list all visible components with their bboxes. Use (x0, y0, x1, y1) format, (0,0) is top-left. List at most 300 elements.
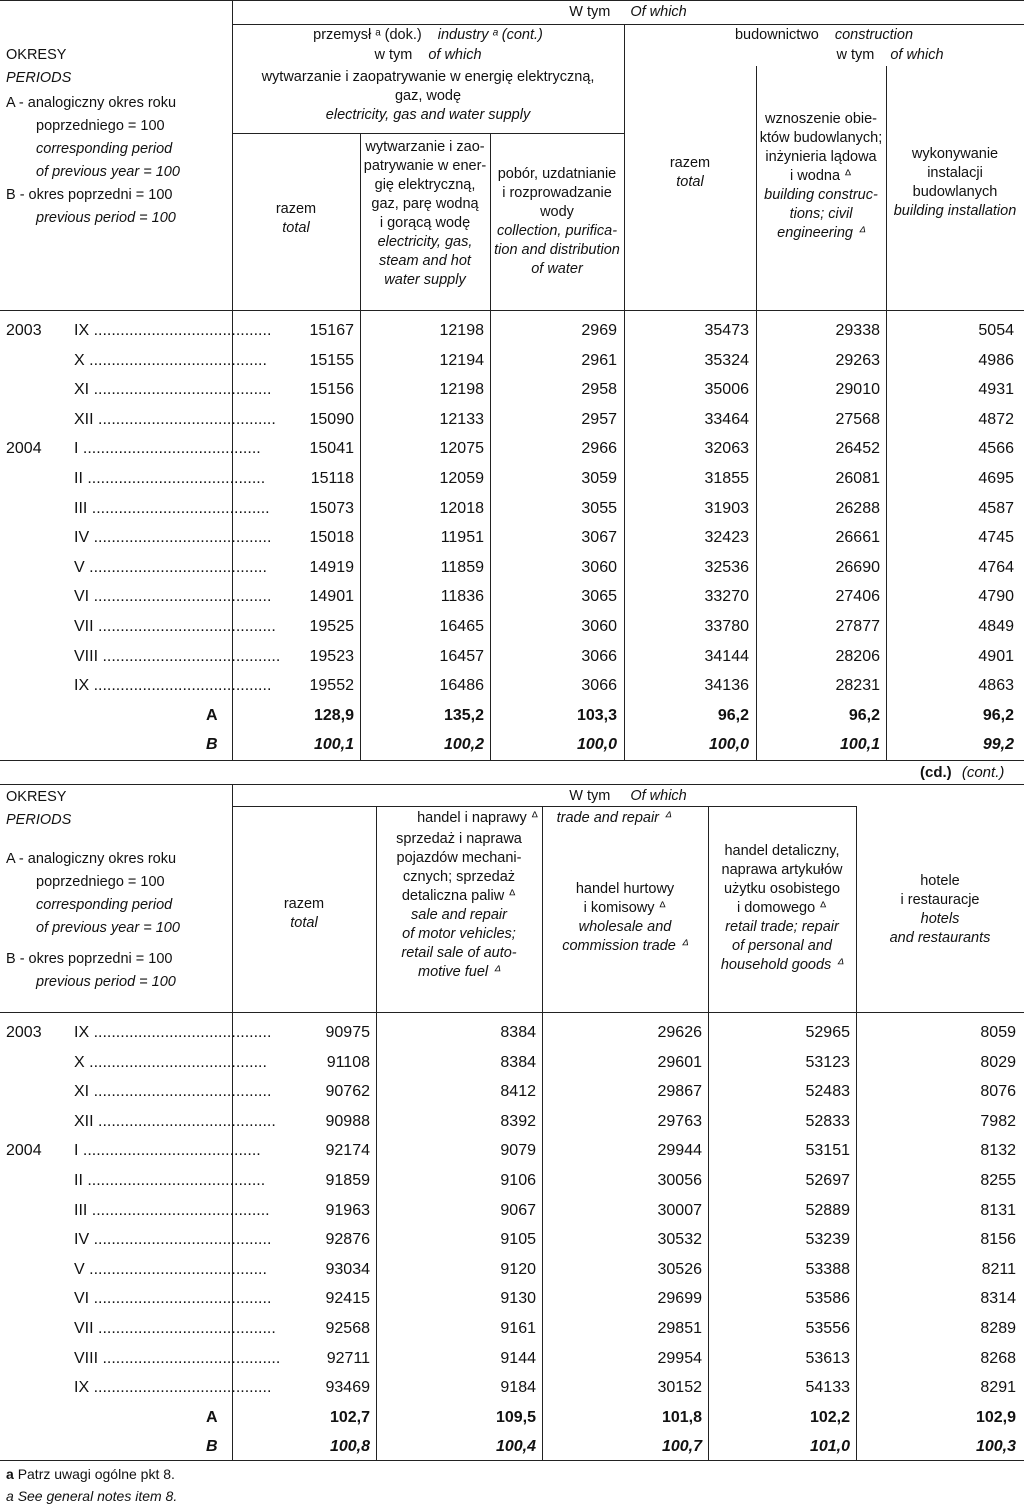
index-value: 96,2 (982, 706, 1014, 724)
index-value: 100,8 (329, 1438, 370, 1456)
index-value: 103,3 (576, 706, 617, 724)
value-cell: 52833 (805, 1112, 850, 1130)
wholesale-header: handel hurtowy i komisowy ᐞ wholesale and commission trade ᐞ (562, 881, 688, 954)
trade-total-header: razem total (283, 896, 325, 931)
industry-pl: przemysł ᵃ (dok.) (313, 27, 422, 43)
installation-header: wykonywanie instalacji budowlanych building installation (893, 146, 1017, 219)
month-cell: IX ........................................ (74, 1024, 272, 1041)
value-cell: 12198 (439, 381, 484, 399)
value-cell: 91859 (325, 1172, 370, 1189)
value-cell: 12198 (439, 322, 484, 339)
index-value: 100,4 (495, 1438, 536, 1456)
table-row (0, 352, 1024, 381)
value-cell: 16457 (439, 647, 484, 665)
value-cell: 54133 (805, 1379, 850, 1397)
index-value: 100,3 (975, 1438, 1016, 1456)
value-cell: 29867 (657, 1083, 702, 1101)
month-label: IV (74, 1231, 90, 1249)
year-cell: 2004 (6, 1142, 42, 1160)
value-cell: 8412 (500, 1083, 536, 1101)
retail-header: handel detaliczny, naprawa artykułów użytku osobistego i domowego ᐞ retail trade; repair of personal and household goods ᐞ (720, 843, 844, 973)
value-cell: 15156 (309, 381, 354, 399)
value-cell: 27568 (835, 410, 880, 428)
month-label: V (74, 1260, 85, 1278)
month-label: VII (74, 618, 94, 635)
month-cell: VIII ........................................ (74, 1349, 281, 1367)
month-cell: VII ........................................ (74, 618, 276, 635)
month-cell: II ........................................ (74, 1172, 266, 1189)
value-cell: 52483 (805, 1083, 850, 1101)
value-cell: 8291 (980, 1379, 1016, 1397)
value-cell: 8076 (980, 1083, 1016, 1101)
index-value: 100,1 (313, 736, 354, 754)
index-label: A (206, 706, 218, 724)
value-cell: 53239 (805, 1231, 850, 1249)
index-value: 102,7 (329, 1408, 370, 1426)
month-label: V (74, 558, 85, 576)
of-which-en: Of which (630, 4, 687, 20)
table-row (0, 1350, 1024, 1379)
value-cell: 92876 (325, 1231, 370, 1249)
value-cell: 3055 (581, 499, 617, 517)
value-cell: 90975 (325, 1024, 370, 1041)
total-pl: razem (275, 201, 317, 217)
value-cell: 2969 (581, 322, 617, 339)
table-row (0, 500, 1024, 529)
value-cell: 92415 (325, 1290, 370, 1308)
month-label: XII (74, 1112, 94, 1130)
index-row-b (0, 1438, 1024, 1467)
month-cell: XII ........................................ (74, 1112, 276, 1130)
table-row (0, 1142, 1024, 1171)
value-cell: 12075 (439, 440, 484, 458)
construction-of-which: w tym of which (836, 47, 944, 63)
month-cell: XII ........................................ (74, 410, 276, 428)
electricity-header: wytwarzanie i zao- patrywanie w ener- gię elektryczną, gaz, parę wodną i gorącą wodę electricity, gas, steam and hot water supply (363, 139, 487, 288)
energy-pl-1: wytwarzanie i zaopatrywanie w energię elektryczną, (261, 69, 595, 85)
index-value: 100,7 (661, 1438, 702, 1456)
month-cell: IV ........................................ (74, 1231, 272, 1249)
month-label: III (74, 1201, 88, 1219)
month-cell: VIII ........................................ (74, 647, 281, 665)
value-cell: 52965 (805, 1024, 850, 1041)
index-value: 101,0 (809, 1438, 850, 1456)
value-cell: 15118 (310, 470, 354, 487)
month-label: IX (74, 322, 90, 339)
table-row (0, 411, 1024, 440)
industry-en: industry ᵃ (cont.) (437, 27, 543, 43)
value-cell: 11836 (440, 588, 484, 606)
month-label: VIII (74, 1349, 99, 1367)
value-cell: 28231 (835, 677, 880, 695)
value-cell: 16486 (439, 677, 484, 695)
month-label: IX (74, 677, 90, 695)
value-cell: 3066 (581, 677, 617, 695)
value-cell: 2958 (581, 381, 617, 399)
legend-b: B - okres poprzedni = 100 (6, 187, 173, 203)
value-cell: 92711 (326, 1349, 370, 1367)
month-label: X (74, 1053, 85, 1071)
footnote-pl: a Patrz uwagi ogólne pkt 8. (6, 1466, 175, 1482)
value-cell: 30056 (657, 1172, 702, 1189)
value-cell: 12133 (439, 410, 484, 428)
value-cell: 29763 (657, 1112, 702, 1130)
periods-title-en: PERIODS (6, 70, 72, 86)
value-cell: 3059 (581, 470, 617, 487)
index-row-b (0, 736, 1024, 765)
index-value: 100,0 (576, 736, 617, 754)
value-cell: 93469 (325, 1379, 370, 1397)
value-cell: 31903 (704, 499, 749, 517)
value-cell: 52889 (805, 1201, 850, 1219)
table-row (0, 1083, 1024, 1112)
total-en: total (282, 220, 310, 236)
value-cell: 32063 (704, 440, 749, 458)
month-cell: IX ........................................ (74, 322, 272, 339)
value-cell: 27406 (835, 588, 880, 606)
value-cell: 3060 (581, 618, 617, 635)
value-cell: 9144 (500, 1349, 536, 1367)
table-row (0, 1054, 1024, 1083)
legend-a-en: corresponding period (36, 141, 173, 157)
value-cell: 29944 (657, 1142, 702, 1160)
value-cell: 12059 (439, 470, 484, 487)
hotels-header: hotele i restauracje hotels and restaurants (889, 873, 991, 946)
month-cell: IV ........................................ (74, 529, 272, 547)
value-cell: 29338 (835, 322, 880, 339)
legend-a: A - analogiczny okres roku (6, 95, 177, 111)
value-cell: 15090 (309, 410, 354, 428)
index-value: 100,0 (708, 736, 749, 754)
index-label: A (206, 1408, 218, 1426)
value-cell: 5054 (978, 322, 1014, 339)
value-cell: 91963 (325, 1201, 370, 1219)
month-cell: X ........................................ (74, 1053, 267, 1071)
month-label: XII (74, 410, 94, 428)
motor-header: sprzedaż i naprawa pojazdów mechani- cznych; sprzedaż detaliczna paliw ᐞ sale and repair of motor vehicles; retail sale of auto- motive fuel ᐞ (396, 831, 522, 980)
table-row (0, 1202, 1024, 1231)
industry-wtym-pl: w tym (374, 47, 413, 63)
index-value: 100,1 (839, 736, 880, 754)
industry-header (232, 26, 624, 45)
value-cell: 93034 (325, 1260, 370, 1278)
value-cell: 8211 (981, 1260, 1016, 1278)
year-cell: 2003 (6, 1024, 42, 1041)
value-cell: 2961 (581, 351, 617, 369)
value-cell: 30007 (657, 1201, 702, 1219)
table-row (0, 1261, 1024, 1290)
periods-header-2: OKRESY PERIODS A - analogiczny okres roku poprzedniego = 100 corresponding period of previous year = 100 B - okres poprzedni = 100 previous period = 100 (6, 789, 180, 990)
value-cell: 33270 (704, 588, 749, 606)
table-row (0, 588, 1024, 617)
value-cell: 30532 (657, 1231, 702, 1249)
construction-total-header: razem total (669, 155, 711, 190)
value-cell: 3065 (581, 588, 617, 606)
year-cell: 2004 (6, 440, 42, 458)
value-cell: 2966 (581, 440, 617, 458)
value-cell: 7982 (980, 1112, 1016, 1130)
value-cell: 8384 (500, 1024, 536, 1041)
value-cell: 8255 (980, 1172, 1016, 1189)
value-cell: 53613 (805, 1349, 850, 1367)
month-label: II (74, 470, 83, 487)
month-label: XI (74, 1083, 90, 1101)
legend-a-cont: poprzedniego = 100 (36, 118, 165, 134)
value-cell: 90762 (325, 1083, 370, 1101)
month-cell: III ........................................ (74, 499, 270, 517)
value-cell: 4764 (978, 558, 1014, 576)
value-cell: 31855 (704, 470, 749, 487)
month-cell: III ........................................ (74, 1201, 270, 1219)
month-label: VI (74, 1290, 90, 1308)
month-label: X (74, 351, 85, 369)
value-cell: 53556 (805, 1320, 850, 1337)
value-cell: 4986 (978, 351, 1014, 369)
month-cell: I ........................................ (74, 1142, 261, 1160)
month-label: IX (74, 1024, 90, 1041)
value-cell: 91108 (326, 1053, 370, 1071)
periods-title: OKRESY (6, 47, 67, 63)
value-cell: 33780 (704, 618, 749, 635)
value-cell: 3066 (581, 647, 617, 665)
index-value: 99,2 (982, 736, 1014, 754)
value-cell: 19523 (309, 647, 354, 665)
month-cell: V ........................................ (74, 558, 267, 576)
index-value: 109,5 (495, 1408, 536, 1426)
value-cell: 12194 (439, 351, 484, 369)
value-cell: 9130 (500, 1290, 536, 1308)
value-cell: 26081 (835, 470, 880, 487)
periods-header (6, 44, 232, 230)
value-cell: 4566 (978, 440, 1014, 458)
value-cell: 32536 (704, 558, 749, 576)
index-value: 101,8 (661, 1408, 702, 1426)
value-cell: 26452 (835, 440, 880, 458)
value-cell: 53388 (805, 1260, 850, 1278)
of-which-header (232, 3, 1024, 22)
month-label: IV (74, 529, 90, 547)
value-cell: 29010 (835, 381, 880, 399)
table-row (0, 559, 1024, 588)
table-row (0, 1320, 1024, 1349)
value-cell: 9105 (500, 1231, 536, 1249)
table-row (0, 1024, 1024, 1053)
index-row-a (0, 707, 1024, 736)
value-cell: 4790 (978, 588, 1014, 606)
table-row (0, 470, 1024, 499)
value-cell: 34144 (704, 647, 749, 665)
value-cell: 8132 (980, 1142, 1016, 1160)
energy-en: electricity, gas and water supply (325, 107, 531, 123)
month-cell: II ........................................ (74, 470, 266, 487)
value-cell: 29626 (657, 1024, 702, 1041)
table-row (0, 677, 1024, 706)
value-cell: 15041 (309, 440, 354, 458)
value-cell: 14901 (309, 588, 354, 606)
value-cell: 3067 (581, 529, 617, 547)
table-row (0, 322, 1024, 351)
index-row-a (0, 1409, 1024, 1438)
value-cell: 19525 (309, 618, 354, 635)
month-cell: V ........................................ (74, 1260, 267, 1278)
value-cell: 92174 (325, 1142, 370, 1160)
month-cell: VI ........................................ (74, 588, 272, 606)
value-cell: 8029 (980, 1053, 1016, 1071)
month-label: XI (74, 381, 90, 399)
value-cell: 29954 (657, 1349, 702, 1367)
value-cell: 30526 (657, 1260, 702, 1278)
value-cell: 9120 (500, 1260, 536, 1278)
industry-of-which (232, 46, 624, 65)
value-cell: 28206 (835, 647, 880, 665)
month-label: II (74, 1172, 83, 1189)
index-label: B (206, 736, 218, 754)
value-cell: 8314 (980, 1290, 1016, 1308)
value-cell: 29699 (657, 1290, 702, 1308)
table-row (0, 440, 1024, 469)
value-cell: 11859 (440, 558, 484, 576)
value-cell: 29263 (835, 351, 880, 369)
value-cell: 2957 (581, 410, 617, 428)
value-cell: 34136 (704, 677, 749, 695)
month-cell: XI ........................................ (74, 381, 272, 399)
energy-pl-2: gaz, wodę (394, 88, 462, 104)
value-cell: 15073 (309, 499, 354, 517)
index-value: 135,2 (443, 706, 484, 724)
value-cell: 9106 (500, 1172, 536, 1189)
value-cell: 4745 (978, 529, 1014, 547)
trade-header: handel i naprawy ᐞ trade and repair ᐞ (417, 810, 671, 826)
value-cell: 8384 (500, 1053, 536, 1071)
month-cell: IX ........................................ (74, 677, 272, 695)
value-cell: 26690 (835, 558, 880, 576)
month-cell: VI ........................................ (74, 1290, 272, 1308)
value-cell: 33464 (704, 410, 749, 428)
value-cell: 4587 (978, 499, 1014, 517)
month-label: IX (74, 1379, 90, 1397)
month-cell: IX ........................................ (74, 1379, 272, 1397)
month-cell: XI ........................................ (74, 1083, 272, 1101)
value-cell: 12018 (439, 499, 484, 517)
month-cell: X ........................................ (74, 351, 267, 369)
footnote-en: a See general notes item 8. (6, 1488, 178, 1504)
value-cell: 4863 (978, 677, 1014, 695)
value-cell: 4695 (978, 470, 1014, 487)
value-cell: 8131 (980, 1201, 1016, 1219)
month-cell: I ........................................ (74, 440, 261, 458)
value-cell: 3060 (581, 558, 617, 576)
month-label: VI (74, 588, 90, 606)
value-cell: 9184 (500, 1379, 536, 1397)
continued-label: (cd.) (cont.) (920, 764, 1005, 781)
value-cell: 9161 (500, 1320, 536, 1337)
year-cell: 2003 (6, 322, 42, 339)
month-label: VIII (74, 647, 99, 665)
table-row (0, 1379, 1024, 1408)
industry-wtym-en: of which (428, 47, 482, 63)
construction-header (624, 26, 1024, 45)
month-label: III (74, 499, 88, 517)
value-cell: 30152 (657, 1379, 702, 1397)
value-cell: 53123 (805, 1053, 850, 1071)
of-which-header-2: W tym Of which (569, 788, 687, 804)
value-cell: 29851 (657, 1320, 702, 1337)
value-cell: 8268 (980, 1349, 1016, 1367)
value-cell: 8289 (980, 1320, 1016, 1337)
legend-a-en-cont: of previous year = 100 (36, 164, 180, 180)
index-value: 128,9 (313, 706, 354, 724)
month-label: I (74, 440, 79, 458)
value-cell: 35473 (704, 322, 749, 339)
value-cell: 4931 (978, 381, 1014, 399)
value-cell: 4901 (978, 647, 1014, 665)
value-cell: 90988 (325, 1112, 370, 1130)
value-cell: 19552 (309, 677, 354, 695)
value-cell: 11951 (440, 529, 484, 547)
legend-b-en: previous period = 100 (36, 210, 176, 226)
construction-en: construction (834, 27, 914, 43)
index-value: 102,9 (975, 1408, 1016, 1426)
table-row (0, 618, 1024, 647)
table-row (0, 1113, 1024, 1142)
value-cell: 8392 (500, 1112, 536, 1130)
value-cell: 26288 (835, 499, 880, 517)
value-cell: 14919 (309, 558, 354, 576)
table-row (0, 1231, 1024, 1260)
value-cell: 35006 (704, 381, 749, 399)
value-cell: 9079 (500, 1142, 536, 1160)
table-row (0, 1290, 1024, 1319)
index-value: 96,2 (717, 706, 749, 724)
energy-header (232, 68, 624, 125)
value-cell: 29601 (657, 1053, 702, 1071)
table-row (0, 381, 1024, 410)
value-cell: 9067 (500, 1201, 536, 1219)
index-value: 96,2 (848, 706, 880, 724)
index-label: B (206, 1438, 218, 1456)
table-row (0, 648, 1024, 677)
table-row (0, 1172, 1024, 1201)
value-cell: 15018 (309, 529, 354, 547)
total-header (232, 200, 360, 238)
value-cell: 16465 (439, 618, 484, 635)
of-which-pl: W tym (569, 4, 611, 20)
construction-pl: budownictwo (734, 27, 819, 43)
value-cell: 4872 (978, 410, 1014, 428)
value-cell: 26661 (835, 529, 880, 547)
value-cell: 4849 (978, 618, 1014, 635)
value-cell: 92568 (325, 1320, 370, 1337)
water-header: pobór, uzdatnianie i rozprowadzanie wody collection, purifica- tion and distribution of water (494, 166, 620, 277)
table-row (0, 529, 1024, 558)
value-cell: 35324 (704, 351, 749, 369)
value-cell: 53151 (805, 1142, 850, 1160)
value-cell: 53586 (805, 1290, 850, 1308)
value-cell: 8156 (980, 1231, 1016, 1249)
month-label: I (74, 1142, 79, 1160)
value-cell: 15155 (309, 351, 354, 369)
month-cell: VII ........................................ (74, 1320, 276, 1337)
value-cell: 52697 (805, 1172, 850, 1189)
index-value: 102,2 (809, 1408, 850, 1426)
index-value: 100,2 (443, 736, 484, 754)
value-cell: 32423 (704, 529, 749, 547)
value-cell: 15167 (309, 322, 354, 339)
value-cell: 27877 (835, 618, 880, 635)
value-cell: 8059 (980, 1024, 1016, 1041)
month-label: VII (74, 1320, 94, 1337)
buildings-header: wznoszenie obie- któw budowlanych; inżynieria lądowa i wodna ᐞ building construc- tions; civil engineering ᐞ (759, 111, 883, 241)
